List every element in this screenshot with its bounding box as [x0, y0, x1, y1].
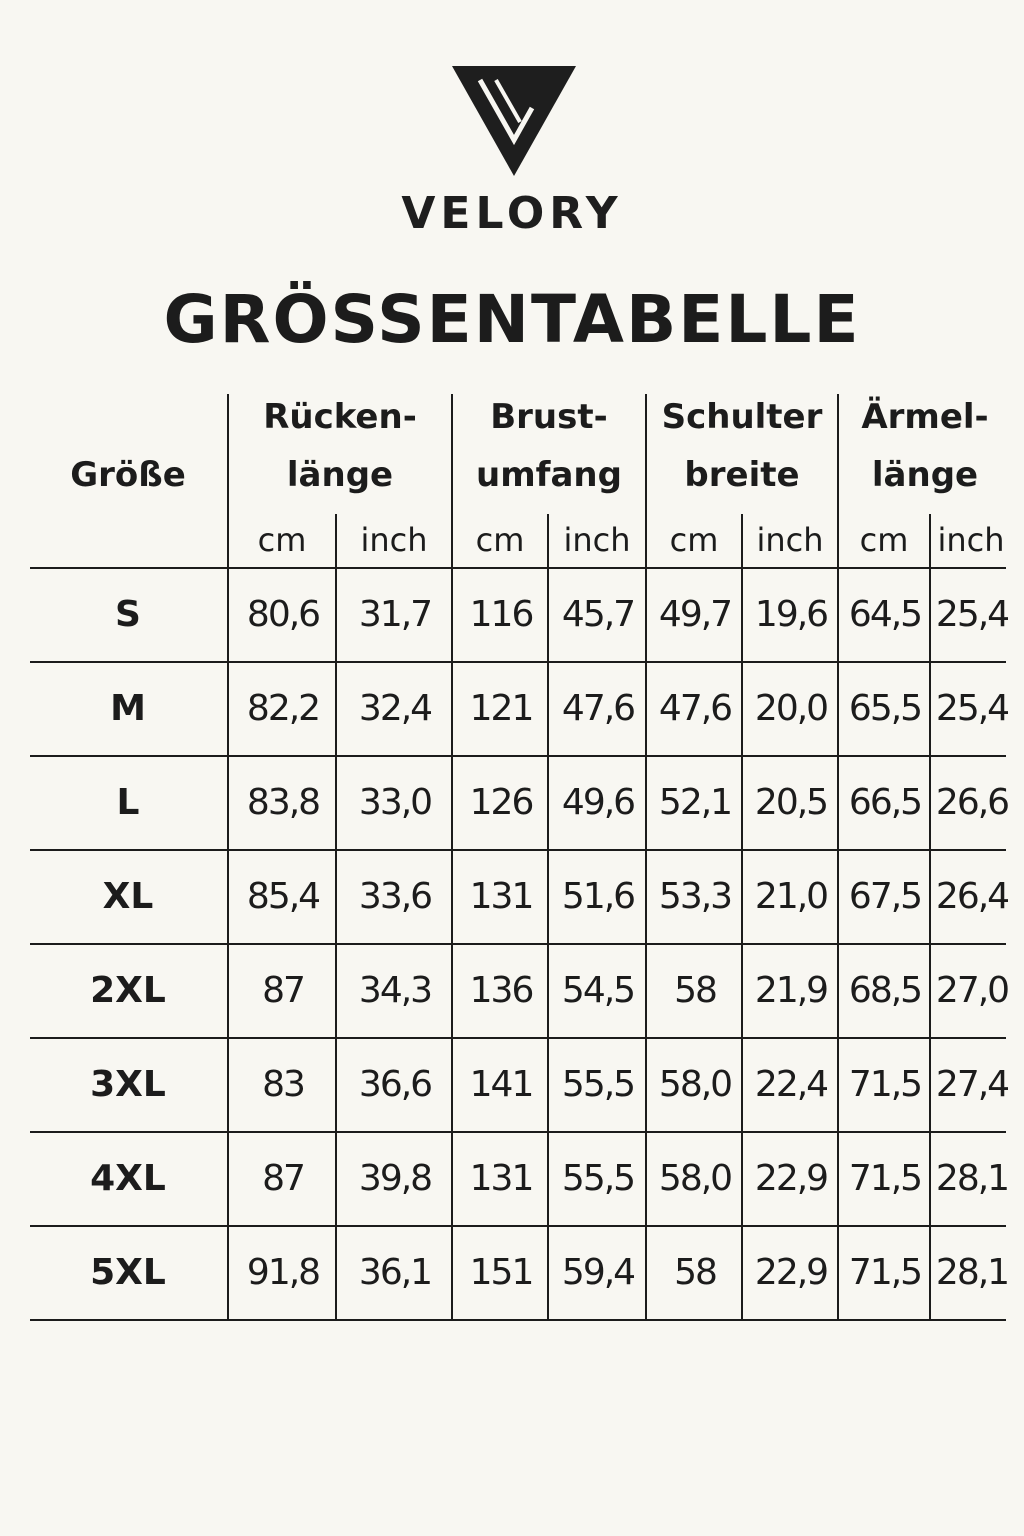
- measurement-cell: 51,6: [561, 876, 635, 917]
- group-divider: [645, 394, 647, 1320]
- measurement-cell: 55,5: [561, 1064, 635, 1105]
- measurement-cell: 25,4: [935, 688, 1009, 729]
- measurement-cell: 66,5: [848, 782, 922, 823]
- group-divider: [837, 394, 839, 1320]
- measurement-cell: 28,1: [935, 1252, 1009, 1293]
- unit-label: cm: [475, 521, 525, 559]
- group-header: [838, 388, 1012, 504]
- group-divider: [451, 394, 453, 1320]
- group-header-line1: Brust-: [490, 397, 608, 437]
- size-label: 4XL: [90, 1158, 166, 1199]
- measurement-cell: 33,0: [358, 782, 432, 823]
- group-header-line2: umfang: [476, 455, 622, 495]
- measurement-cell: 36,6: [358, 1064, 432, 1105]
- measurement-cell: 83: [262, 1064, 304, 1105]
- unit-divider: [929, 514, 931, 1320]
- measurement-cell: 27,0: [935, 970, 1009, 1011]
- page-title: GRÖSSENTABELLE: [163, 281, 861, 358]
- unit-divider: [335, 514, 337, 1320]
- measurement-cell: 26,6: [935, 782, 1009, 823]
- row-divider: [30, 1319, 1006, 1321]
- measurement-cell: 58,0: [658, 1158, 732, 1199]
- measurement-cell: 136: [469, 970, 533, 1011]
- group-header-line2: breite: [684, 455, 800, 495]
- brand-name: VELORY: [401, 188, 623, 239]
- measurement-cell: 83,8: [246, 782, 320, 823]
- measurement-cell: 58: [674, 1252, 716, 1293]
- measurement-cell: 19,6: [754, 594, 828, 635]
- measurement-cell: 20,0: [754, 688, 828, 729]
- measurement-cell: 58,0: [658, 1064, 732, 1105]
- unit-label: inch: [937, 521, 1005, 559]
- measurement-cell: 91,8: [246, 1252, 320, 1293]
- measurement-cell: 49,6: [561, 782, 635, 823]
- size-label: M: [110, 688, 146, 729]
- measurement-cell: 59,4: [561, 1252, 635, 1293]
- measurement-cell: 39,8: [358, 1158, 432, 1199]
- row-divider: [30, 1037, 1006, 1039]
- group-header-line2: länge: [286, 455, 394, 495]
- group-header: [228, 388, 452, 504]
- measurement-cell: 47,6: [658, 688, 732, 729]
- measurement-cell: 85,4: [246, 876, 320, 917]
- unit-divider: [741, 514, 743, 1320]
- row-divider: [30, 567, 1006, 569]
- row-divider: [30, 943, 1006, 945]
- measurement-cell: 58: [674, 970, 716, 1011]
- unit-label: inch: [360, 521, 428, 559]
- measurement-cell: 82,2: [246, 688, 320, 729]
- row-divider: [30, 849, 1006, 851]
- velory-logo-icon: [452, 66, 576, 176]
- unit-label: cm: [257, 521, 307, 559]
- unit-label: cm: [859, 521, 909, 559]
- measurement-cell: 27,4: [935, 1064, 1009, 1105]
- measurement-cell: 71,5: [848, 1158, 922, 1199]
- measurement-cell: 131: [469, 1158, 533, 1199]
- group-header: [452, 388, 646, 504]
- measurement-cell: 33,6: [358, 876, 432, 917]
- size-label: 3XL: [90, 1064, 166, 1105]
- unit-label: cm: [669, 521, 719, 559]
- measurement-cell: 131: [469, 876, 533, 917]
- group-divider: [227, 394, 229, 1320]
- measurement-cell: 52,1: [658, 782, 732, 823]
- group-header-line1: Ärmel-: [861, 397, 989, 437]
- row-divider: [30, 755, 1006, 757]
- measurement-cell: 71,5: [848, 1064, 922, 1105]
- measurement-cell: 67,5: [848, 876, 922, 917]
- size-label: S: [115, 594, 141, 635]
- measurement-cell: 31,7: [358, 594, 432, 635]
- measurement-cell: 68,5: [848, 970, 922, 1011]
- measurement-cell: 87: [262, 1158, 304, 1199]
- size-label: 5XL: [90, 1252, 166, 1293]
- row-divider: [30, 1225, 1006, 1227]
- measurement-cell: 47,6: [561, 688, 635, 729]
- measurement-cell: 53,3: [658, 876, 732, 917]
- size-label: L: [116, 782, 140, 823]
- measurement-cell: 141: [469, 1064, 533, 1105]
- group-header-line1: Schulter: [661, 397, 823, 437]
- measurement-cell: 151: [469, 1252, 533, 1293]
- measurement-cell: 80,6: [246, 594, 320, 635]
- row-divider: [30, 661, 1006, 663]
- measurement-cell: 26,4: [935, 876, 1009, 917]
- unit-label: inch: [756, 521, 824, 559]
- measurement-cell: 25,4: [935, 594, 1009, 635]
- group-header-line2: länge: [871, 455, 979, 495]
- unit-label: inch: [563, 521, 631, 559]
- measurement-cell: 20,5: [754, 782, 828, 823]
- measurement-cell: 116: [469, 594, 533, 635]
- measurement-cell: 55,5: [561, 1158, 635, 1199]
- size-column-header: Größe: [70, 455, 186, 495]
- measurement-cell: 21,9: [754, 970, 828, 1011]
- measurement-cell: 49,7: [658, 594, 732, 635]
- measurement-cell: 126: [469, 782, 533, 823]
- measurement-cell: 54,5: [561, 970, 635, 1011]
- measurement-cell: 22,4: [754, 1064, 828, 1105]
- size-label: XL: [102, 876, 154, 917]
- measurement-cell: 36,1: [358, 1252, 432, 1293]
- measurement-cell: 21,0: [754, 876, 828, 917]
- measurement-cell: 45,7: [561, 594, 635, 635]
- size-label: 2XL: [90, 970, 166, 1011]
- measurement-cell: 22,9: [754, 1252, 828, 1293]
- measurement-cell: 87: [262, 970, 304, 1011]
- row-divider: [30, 1131, 1006, 1133]
- measurement-cell: 65,5: [848, 688, 922, 729]
- measurement-cell: 28,1: [935, 1158, 1009, 1199]
- unit-divider: [547, 514, 549, 1320]
- group-header-line1: Rücken-: [263, 397, 417, 437]
- measurement-cell: 71,5: [848, 1252, 922, 1293]
- group-header: [646, 388, 838, 504]
- measurement-cell: 22,9: [754, 1158, 828, 1199]
- measurement-cell: 64,5: [848, 594, 922, 635]
- measurement-cell: 121: [469, 688, 533, 729]
- measurement-cell: 32,4: [358, 688, 432, 729]
- measurement-cell: 34,3: [358, 970, 432, 1011]
